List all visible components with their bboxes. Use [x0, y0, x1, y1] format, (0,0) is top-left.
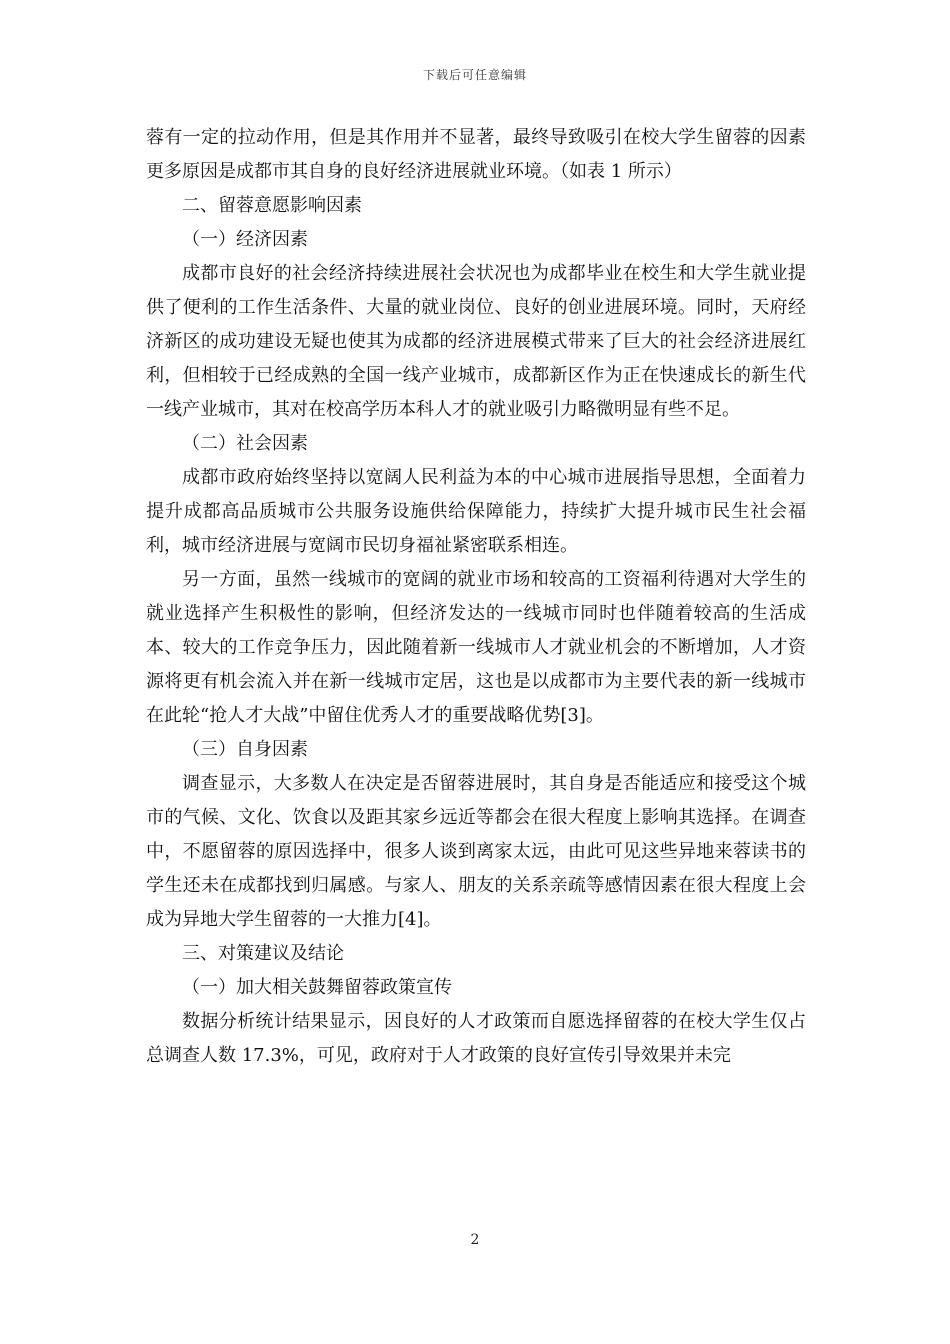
document-body [146, 121, 806, 1073]
paragraph-social-2: 另一方面，虽然一线城市的宽阔的就业市场和较高的工资福利待遇对大学生的就业选择产生积极性的影响，但经济发达的一线城市同时也伴随着较高的生活成本、较大的工作竞争压力，因此随着新一线城市人才就业机会的不断增加，人才资源将更有机会流入并在新一线城市定居，这也是以成都市为主要代表的新一线城市在此轮“抢人才大战”中留住优秀人才的重要战略优势[3]。 [146, 569, 806, 726]
continued-paragraph: 蓉有一定的拉动作用，但是其作用并不显著，最终导致吸引在校大学生留蓉的因素更多原因是成都市其自身的良好经济进展就业环境。（如表 1 所示） [146, 127, 806, 182]
paragraph-personal: 调查显示，大多数人在决定是否留蓉进展时，其自身是否能适应和接受这个城市的气候、文化、饮食以及距其家乡远近等都会在很大程度上影响其选择。在调查中，不愿留蓉的原因选择中，很多人谈到离家太远，由此可见这些异地来蓉读书的学生还未在成都找到归属感。与家人、朋友的关系亲疏等感情因素在很大程度上会成为异地大学生留蓉的一大推力[4]。 [146, 773, 806, 930]
paragraph-economic: 成都市良好的社会经济持续进展社会状况也为成都毕业在校生和大学生就业提供了便利的工作生活条件、大量的就业岗位、良好的创业进展环境。同时，天府经济新区的成功建设无疑也使其为成都的经济进展模式带来了巨大的社会经济进展红利，但相较于已经成熟的全国一线产业城市，成都新区作为正在快速成长的新生代一线产业城市，其对在校高学历本科人才的就业吸引力略微明显有些不足。 [146, 263, 806, 420]
subsection-heading-economic: （一）经济因素 [182, 229, 308, 250]
section-heading-3: 三、对策建议及结论 [182, 943, 344, 964]
paragraph-social-1: 成都市政府始终坚持以宽阔人民利益为本的中心城市进展指导思想，全面着力提升成都高品质城市公共服务设施供给保障能力，持续扩大提升城市民生社会福利，城市经济进展与宽阔市民切身福祉紧密联系相连。 [146, 467, 806, 556]
subsection-heading-personal: （三）自身因素 [182, 739, 308, 760]
subsection-heading-social: （二）社会因素 [182, 433, 308, 454]
page-header: 下载后可任意编辑 [422, 68, 527, 82]
subsection-heading-policy: （一）加大相关鼓舞留蓉政策宣传 [182, 977, 452, 998]
section-heading-2: 二、留蓉意愿影响因素 [182, 195, 362, 216]
page-number: 2 [470, 1232, 480, 1248]
paragraph-policy: 数据分析统计结果显示，因良好的人才政策而自愿选择留蓉的在校大学生仅占总调查人数 17.3%，可见，政府对于人才政策的良好宣传引导效果并未完 [146, 1011, 806, 1066]
